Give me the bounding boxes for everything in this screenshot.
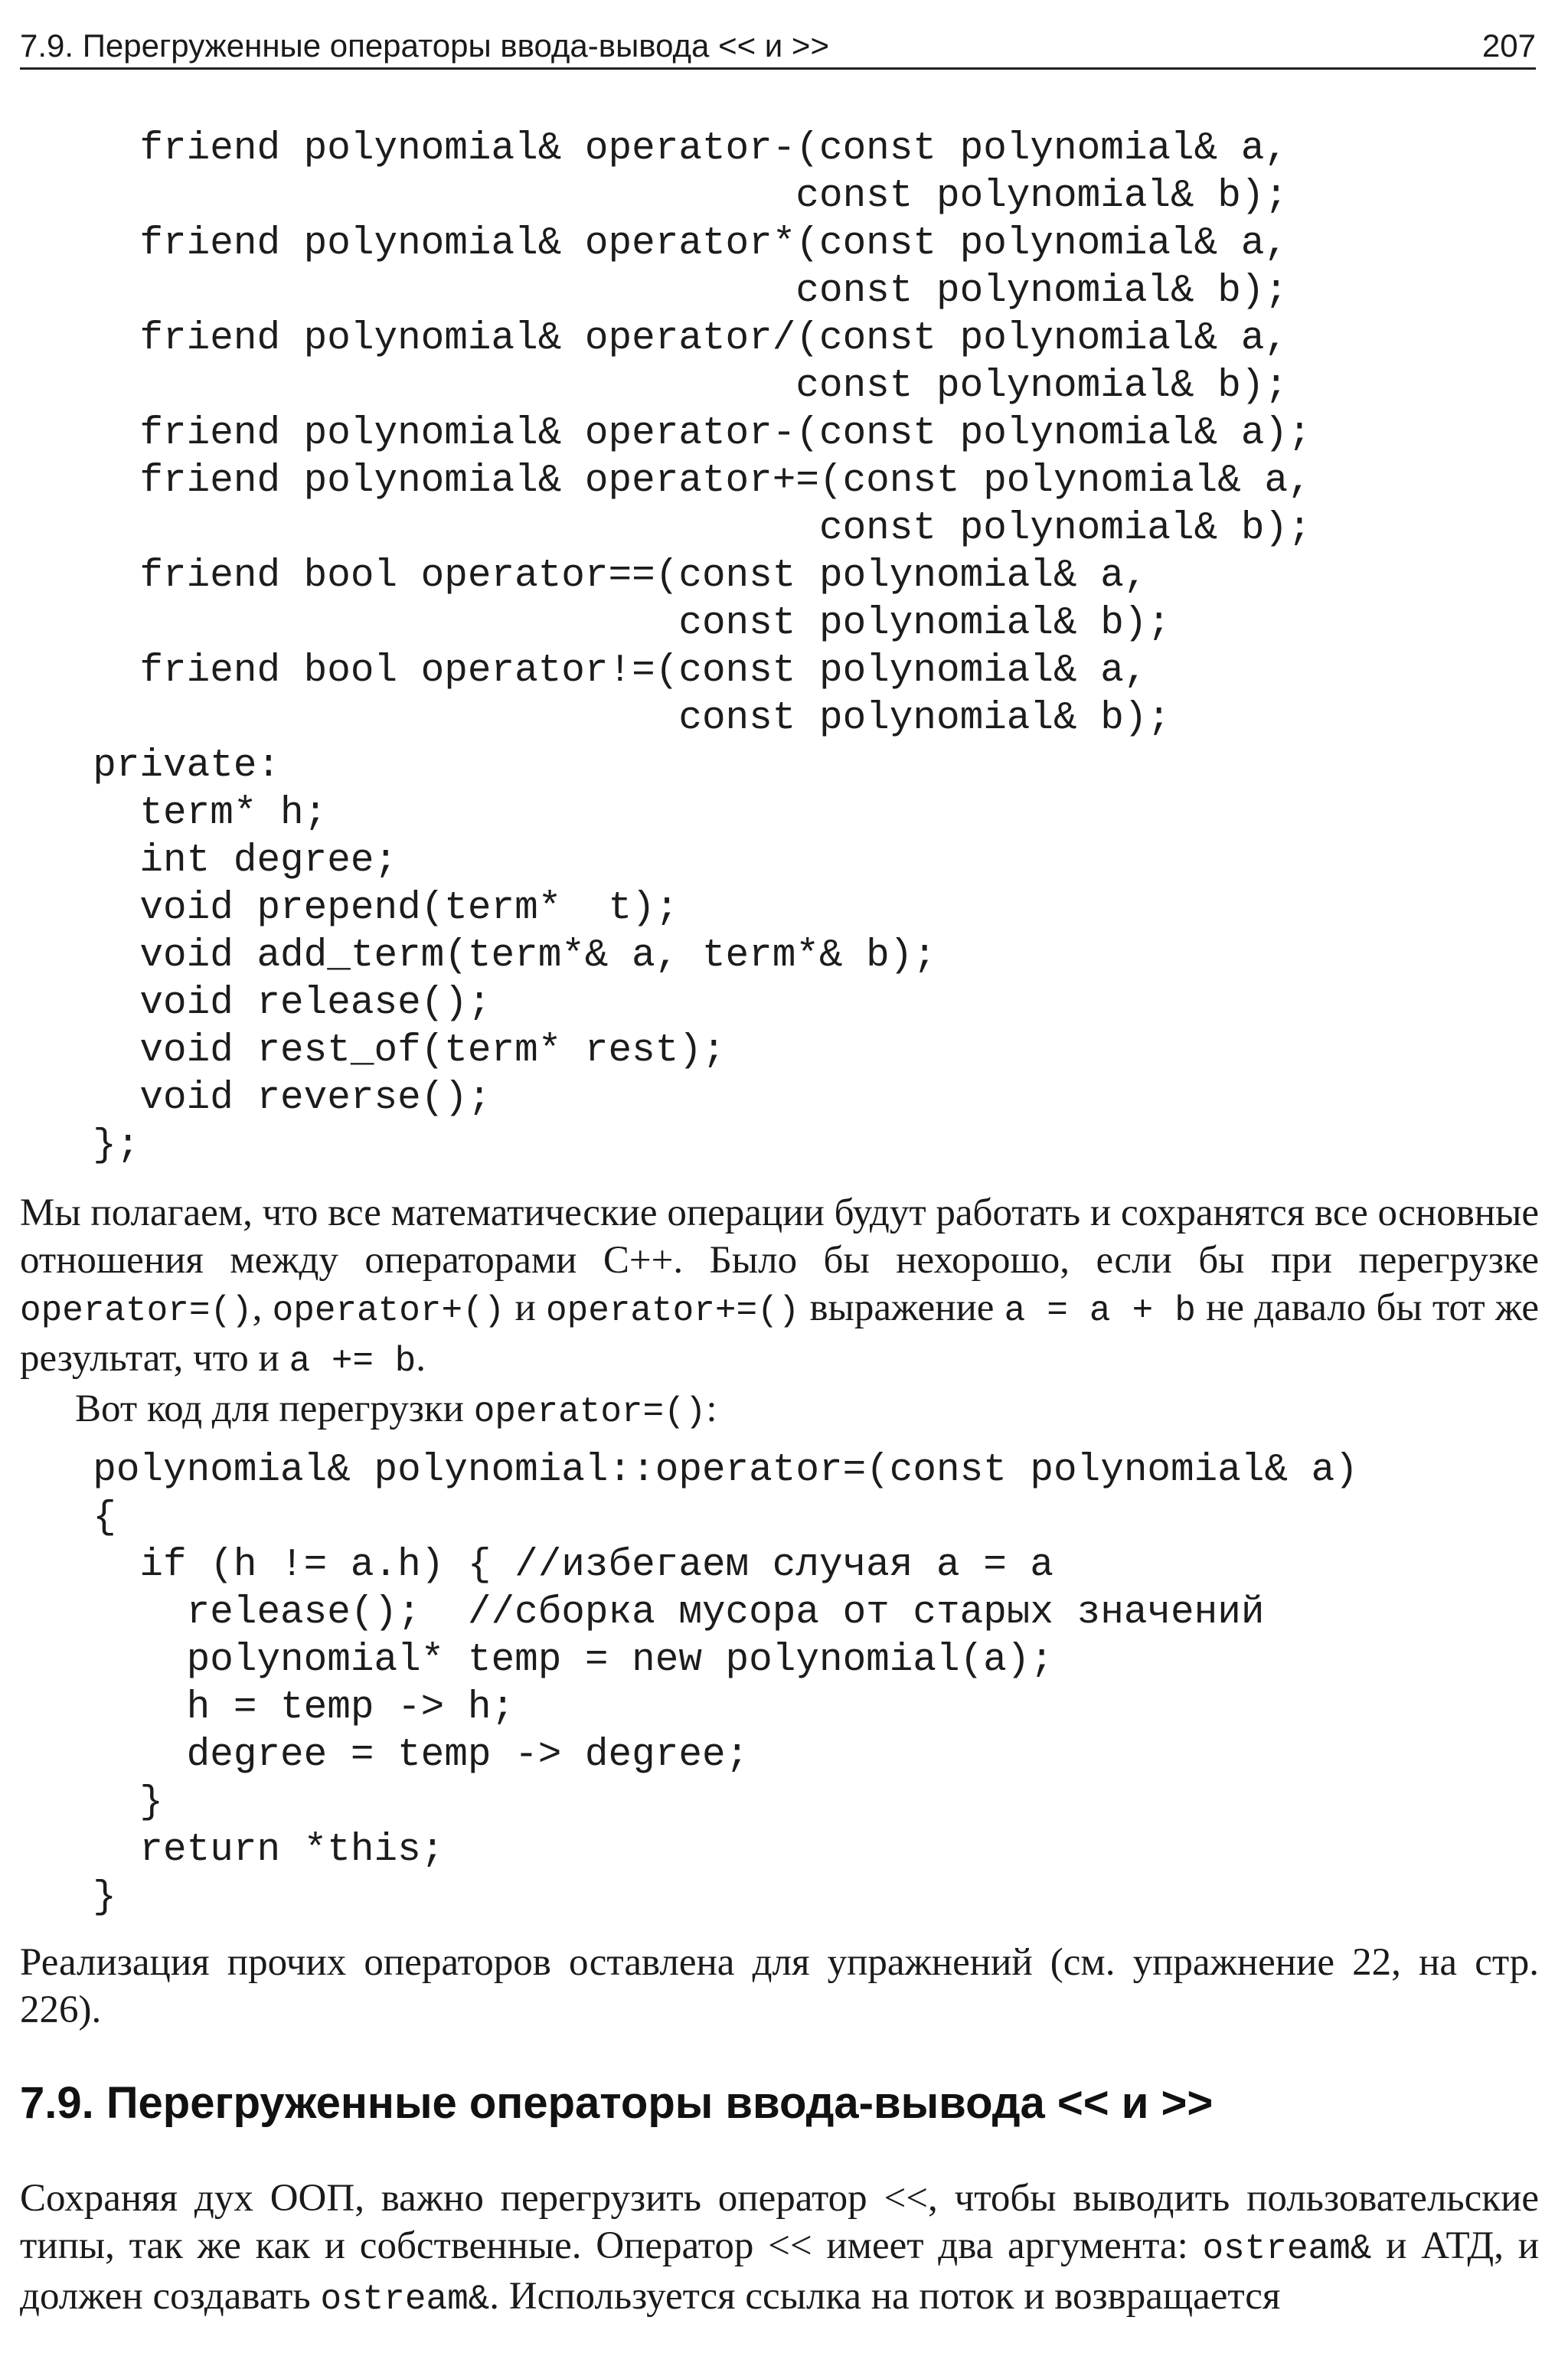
- code-block-class-declaration: friend polynomial& operator-(const polynomial& a, const polynomial& b); friend polynomial& operator*(const polynomial& a, const polynomial& b); friend polynomial& operator/(const polynomial& a, const polynomial& b); friend polynomial& operator-(const polynomial& a); friend polynomial& operator+=(const polynomial& a, const polynomial& b); friend bool operator==(const polynomial& a, const polynomial& b); friend bool operator!=(const polynomial& a, const polynomial& b); private: term* h; int degree; void prepend(term* t); void add_term(term*& a, term*& b); void release(); void rest_of(term* rest); void reverse(); };: [93, 127, 1312, 1168]
- code-block-assignment-operator: polynomial& polynomial::operator=(const polynomial& a) { if (h != a.h) { //избегаем случая a = a release(); //сборка мусора от старых значений polynomial* temp = new polynomial(a); h = temp -> h; degree = temp -> degree; } return *this; }: [93, 1449, 1358, 1920]
- text-run: Вот код для перегрузки: [75, 1387, 474, 1430]
- paragraph-2: [20, 1385, 1539, 1436]
- paragraph-io-operators: [20, 2175, 1539, 2323]
- inline-code: operator+(): [272, 1291, 505, 1331]
- inline-code: a += b: [289, 1341, 416, 1381]
- text-run: не давало бы тот же результат, что и: [20, 1286, 1540, 1380]
- inline-code: ostream&: [1202, 2229, 1372, 2269]
- running-head-title: 7.9. Перегруженные операторы ввода-вывода << и >>: [20, 28, 829, 64]
- inline-code: operator=(): [20, 1291, 253, 1331]
- inline-code: a = a + b: [1004, 1291, 1196, 1331]
- paragraph-4: [20, 2175, 1539, 2323]
- text-run: Мы полагаем, что все математические операции будут работать и сохранятся все основные отношения между операторами C++. Было бы нехорошо, если бы при перегрузке: [20, 1191, 1539, 1282]
- inline-code: operator+=(): [546, 1291, 800, 1331]
- paragraph-3: Реализация прочих операторов оставлена для упражнений (см. упражнение 22, на стр. 226).: [20, 1941, 1539, 2031]
- text-run: выражение: [799, 1286, 1004, 1329]
- text-run: . Используется ссылка на поток и возвращается: [489, 2275, 1281, 2318]
- text-run: и АТД, и должен создавать: [20, 2224, 1539, 2318]
- section-heading: 7.9. Перегруженные операторы ввода-вывода << и >>: [20, 2078, 1214, 2128]
- page-number: 207: [1481, 28, 1536, 64]
- text-run: .: [416, 1337, 426, 1380]
- text-run: :: [706, 1387, 717, 1430]
- inline-code: operator=(): [473, 1392, 707, 1432]
- text-run: Сохраняя дух ООП, важно перегрузить оператор <<, чтобы выводить пользовательские типы, так же как и собственные. Оператор << имеет два аргумента:: [20, 2177, 1539, 2267]
- text-run: и: [505, 1286, 546, 1329]
- inline-code: ostream&: [320, 2279, 490, 2319]
- paragraph-1: [20, 1189, 1539, 1385]
- running-head: [20, 23, 1536, 70]
- paragraph-operator-semantics: [20, 1189, 1539, 1436]
- text-run: ,: [252, 1286, 273, 1329]
- paragraph-exercise-reference: [20, 1939, 1539, 2034]
